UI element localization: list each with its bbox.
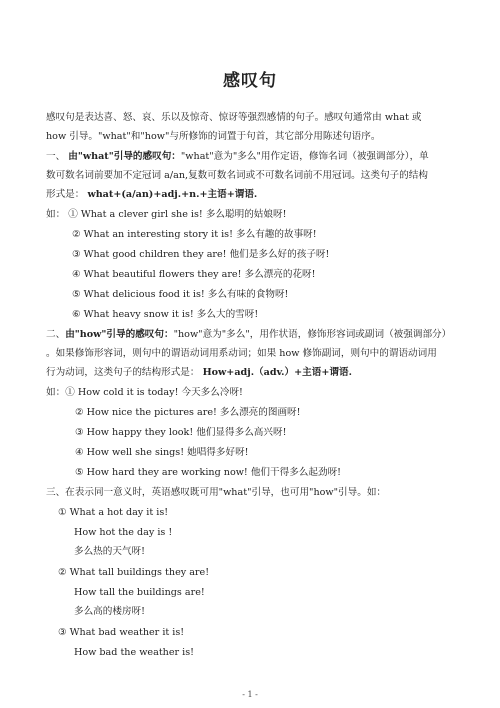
section2-example-label: 如： [46,387,66,398]
section1-example-1: ① What a clever girl she is! 多么聪明的姑娘呀! [68,209,287,220]
section2-desc-1: "how"意为"多么"，用作状语，修饰形容词或副词（被强调部分） [173,329,452,340]
section1-desc-1: "what"意为"多么"用作定语，修饰名词（被强调部分），单 [180,151,429,162]
section1-heading-line [46,151,460,163]
section1-example-1-line [46,209,460,221]
section1-form-line [46,189,460,201]
section1-form-label: 形式是： [46,189,88,200]
intro-line-2: how 引导。"what"和"how"与所修饰的词置于句首，其它部分用陈述句语序。 [46,131,381,142]
section2-example-3: ③ How happy they look! 他们显得多么高兴呀! [75,427,287,438]
section2-heading-line [46,329,460,341]
intro-line-1: 感叹句是表达喜、怒、哀、乐以及惊奇、惊讶等强烈感情的句子。感叹句通常由 what 或 [46,112,422,123]
section1-heading: 由"what"引导的感叹句： [68,151,181,162]
section2-desc-2: 。如果修饰形容词，则句中的谓语动词用系动词；如果 how 修饰副词，则句中的谓语动词用 [46,348,437,359]
section3-heading: 三、在表示同一意义时，英语感叹既可用"what"引导，也可用"how"引导。如： [46,487,387,498]
section3-group-2-how: How tall the buildings are! [74,587,205,598]
section1-example-5: ⑤ What delicious food it is! 多么有味的食物呀! [72,289,289,300]
section2-example-4: ④ How well she sings! 她唱得多好呀! [75,447,249,458]
section3-group-3-what: ③ What bad weather it is! [58,627,185,638]
section3-group-3-how: How bad the weather is! [74,647,195,658]
section2-prefix: 二、 [46,329,66,340]
section1-example-label: 如： [46,209,66,220]
section3-group-2-meaning: 多么高的楼房呀! [74,606,146,617]
section3-group-1-what: ① What a hot day it is! [58,507,169,518]
section2-example-1-line [46,387,460,399]
section2-desc-3: 行为动词，这类句子的结构形式是： [46,367,203,378]
section2-example-1: ① How cold it is today! 今天多么冷呀! [65,387,243,398]
section3-group-1-meaning: 多么热的天气呀! [74,546,146,557]
section2-form-line [46,367,460,379]
section1-example-2: ② What an interesting story it is! 多么有趣的故事呀! [72,229,317,240]
page-title: 感叹句 [223,71,277,91]
section2-heading: 由"how"引导的感叹句： [65,329,174,340]
section1-desc-2: 数可数名词前要加不定冠词 a/an,复数可数名词或不可数名词前不用冠词。这类句子的结构 [46,170,428,181]
section1-prefix: 一、 [46,151,69,162]
section1-example-3: ③ What good children they are! 他们是多么好的孩子呀! [72,249,330,260]
section2-example-2: ② How nice the pictures are! 多么漂亮的图画呀! [75,407,301,418]
section3-group-2-what: ② What tall buildings they are! [58,567,210,578]
page-number: - 1 - [242,690,258,699]
section1-example-6: ⑥ What heavy snow it is! 多么大的雪呀! [72,309,259,320]
section1-example-4: ④ What beautiful flowers they are! 多么漂亮的花呀! [72,269,316,280]
section1-form: what+(a/an)+adj.+n.+主语+谓语. [87,189,258,200]
section3-group-1-how: How hot the day is ! [74,527,173,538]
section2-example-5: ⑤ How hard they are working now! 他们干得多么起劲呀! [75,467,342,478]
section2-form: How+adj.（adv.）+主语+谓语. [202,367,352,378]
